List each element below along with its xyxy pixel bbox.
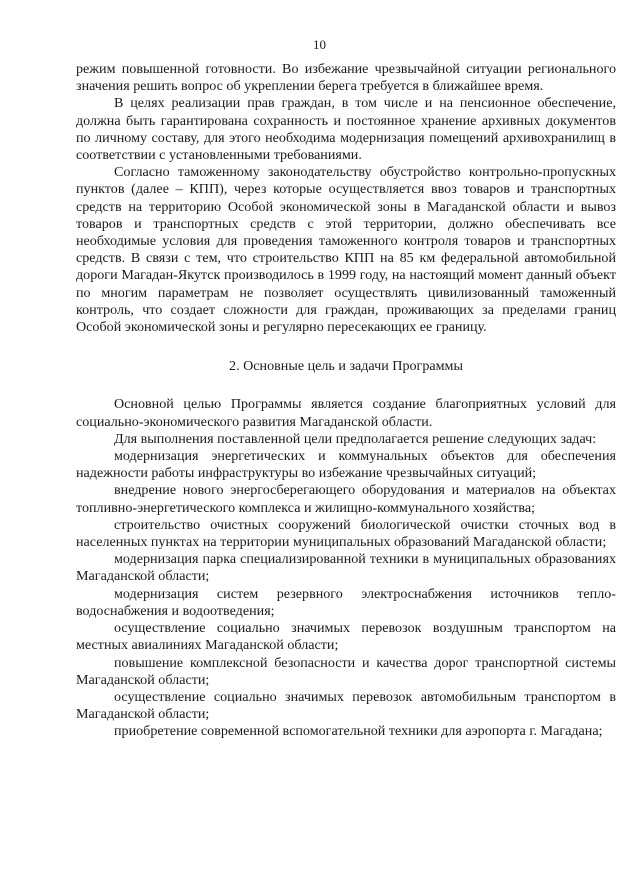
task-item: модернизация систем резервного электроснабжения источников тепло-водоснабжения и водоотведения; — [76, 585, 616, 619]
paragraph-archives: В целях реализации прав граждан, в том числе и на пенсионное обеспечение, должна быть гарантирована сохранность и постоянное хранение архивных документов по личному составу, для этого необходима модернизация помещений архивохранилищ в соответствии с установленными требованиями. — [76, 95, 616, 164]
task-item: осуществление социально значимых перевозок воздушным транспортом на местных авиалиниях Магаданской области; — [76, 620, 616, 654]
paragraph-tasks-intro: Для выполнения поставленной цели предполагается решение следующих задач: — [114, 430, 597, 447]
task-item: строительство очистных сооружений биологической очистки сточных вод в населенных пунктах на территории муниципальных образований Магаданской области; — [76, 516, 616, 551]
task-item: модернизация энергетических и коммунальных объектов для обеспечения надежности работы инфраструктуры во избежание чрезвычайных ситуаций; — [76, 448, 616, 482]
paragraph-continuation: режим повышенной готовности. Во избежание чрезвычайной ситуации регионального значения решить вопрос об укреплении берега требуется в ближайшее время. — [76, 61, 616, 95]
task-item: модернизация парка специализированной техники в муниципальных образованиях Магаданской области; — [76, 551, 616, 585]
paragraph-customs: Согласно таможенному законодательству обустройство контрольно-пропускных пунктов (далее – КПП), через которые осуществляется ввоз товаров и транспортных средств на территорию Особой экономической зоны в Магаданской области и вывоз товаров и транспортных средств с этой территории, должно обеспечивать все необходимые условия для проведения таможенного контроля товаров и транспортных средств. В связи с тем, что строительство КПП на 85 км федеральной автомобильной дороги Магадан-Якутск производилось в 1999 году, на настоящий момент данный объект по многим параметрам не позволяет осуществлять цивилизованный таможенный контроль, что создает сложности для граждан, проживающих за пределами границ Особой экономической зоны и регулярно пересекающих ее границу. — [76, 164, 616, 336]
page-number: 10 — [313, 37, 326, 52]
task-item: внедрение нового энергосберегающего оборудования и материалов на объектах топливно-энергетического комплекса и жилищно-коммунального хозяйства; — [76, 482, 616, 516]
task-item: приобретение современной вспомогательной техники для аэропорта г. Магадана; — [114, 723, 603, 740]
paragraph-goal: Основной целью Программы является создание благоприятных условий для социально-экономического развития Магаданской области. — [76, 396, 616, 430]
page-content — [76, 61, 616, 741]
task-item: осуществление социально значимых перевозок автомобильным транспортом в Магаданской области; — [76, 688, 616, 723]
section-heading: 2. Основные цель и задачи Программы — [229, 358, 463, 375]
task-item: повышение комплексной безопасности и качества дорог транспортной системы Магаданской области; — [76, 654, 616, 688]
